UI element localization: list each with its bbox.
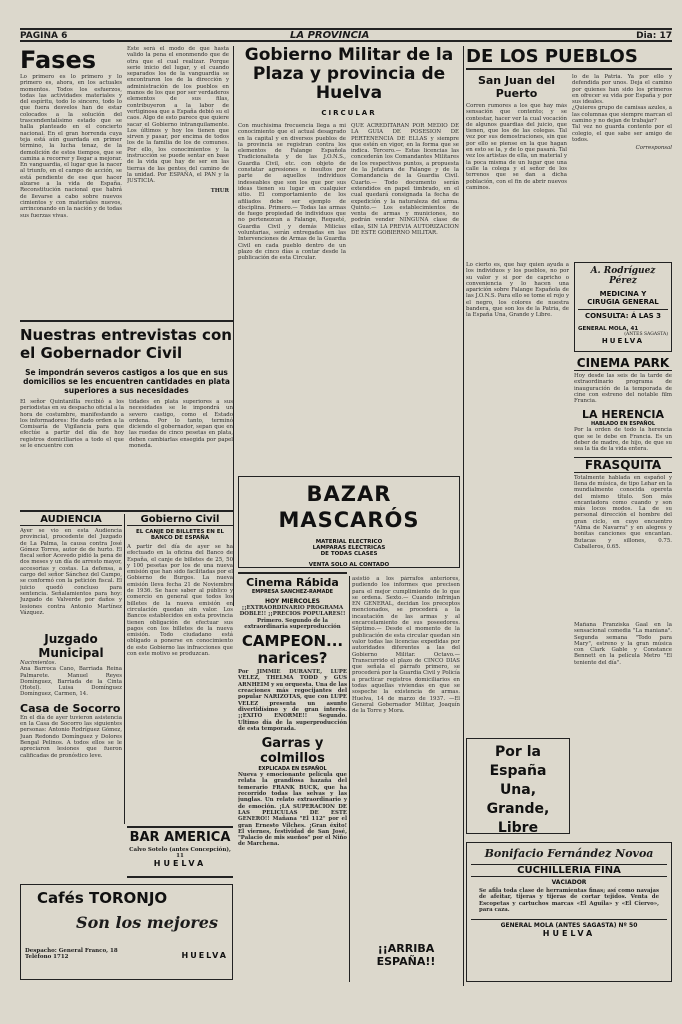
pueblos-body2: Lo cierto es, que hay quien ayuda a los individuos y los pueblos, no por su valor y si por de capricho o conveniencia y lo hacen una aparición sobre Falange Española de las J.O.N.S. Para ello se tome el rojo y el negro, los colores de nuestra bandera, que son los de la Patria, de la España Una, Grande y Libre. <box>466 262 569 319</box>
bazar-line2: LAMPARAS ELECTRICAS <box>312 545 386 551</box>
socorro-title: Casa de Socorro <box>20 701 121 715</box>
arriba-espana: ¡¡ARRIBA ESPAÑA!! <box>376 942 436 968</box>
gobierno-militar-article <box>238 46 460 476</box>
section-rule <box>20 320 233 322</box>
toronjo-slogan: Son los mejores <box>76 913 218 932</box>
campeon-title: CAMPEON... narices? <box>241 632 344 668</box>
pueblos-body-continuation <box>466 262 569 620</box>
fases-continuation <box>127 46 229 316</box>
rodriguez-line2: CIRUGIA GENERAL <box>587 298 659 306</box>
bar-america-title: BAR AMERICA <box>129 830 231 845</box>
gobierno-civil-article <box>127 514 233 824</box>
bazar-title: BAZAR MASCARÓS <box>278 482 420 532</box>
entrevistas-title: Nuestras entrevistas con el Gobernador Civil <box>20 326 232 362</box>
column-divider <box>233 46 234 606</box>
frasquita-body: Totalmente hablada en español y llena de música, de tipo Lehar en la mundialmente conocida opereta del mismo título. Son más encantadora como cuando y son más locos modos. La de su personal dirección el hombre del gran ciclo, en cuyo encuentro "Alma de Navarra" y en alegres y bonitas canciones que encantan. Butacas y sillones, 0.75. Caballeros, 0.65. <box>574 474 672 550</box>
campeon-body: Por JIMMIE DURANTE, LUPE VELEZ, THELMA TODD y GUS ARNHEIM y su orquesta. Una de las creaciones más regocijantes del popular NARIZOTAS, que con LUPE VELEZ presenta un asunto divertidísimo y de gran interés. ¡¡EXITO ENORME!! Segundo. Ultimo día de la superproducción de esta temporada. <box>238 669 347 732</box>
rodriguez-addr2: (ANTES SAGASTA) <box>624 332 668 337</box>
pueblos-article <box>466 46 672 260</box>
cinema-park-title: CINEMA PARK <box>574 356 672 371</box>
bonifacio-addr: GENERAL MOLA (ANTES SAGASTA) Nº 50 <box>471 919 667 929</box>
por-la-espana-banner <box>466 738 570 834</box>
entrevistas-col-a: El señor Quintanilla recibió a los periodistas en su despacho oficial a la hora de costumbre, manifestando a los informadores: He dado orden a la Comisaría de Vigilancia para que efectúe a partir del día de hoy registros domiciliarios a todo el que se le encuentre con <box>20 399 124 450</box>
page-label: PAGINA 6 <box>20 31 68 41</box>
bar-america-city: HUELVA <box>153 859 207 868</box>
rodriguez-city: HUELVA <box>601 337 645 345</box>
gobierno-civil-body: A partir del día de ayer se ha efectuado en la oficina del Banco de España, el canje de billetes de 25, 50 y 100 pesetas por los de una nueva emisión que han sido facilitadas por el Gobierno de Burgos. La nueva emisión lleva fecha 21 de Noviembre de 1936. Se hace saber al público y comercio en general que todos los billetes de la nueva emisión en circulación quedan sin valor. Los Bancos establecidos en esta provincia tienen obligación de efectuar sus pagos con los billetes de la nueva emisión. Todo ciudadano está obligado a ponerse en conocimiento de este Gobierno las infracciones que con este motivo se produzcan. <box>127 544 233 658</box>
cinema-rabida-title: Cinema Rábida <box>246 576 339 589</box>
toronjo-city: HUELVA <box>181 951 228 960</box>
gobierno-militar-col-b: QUE ACREDITARAN POR MEDIO DE LA GUIA DE POSESION DE PERTENENCIA DE ELLAS y siempre que estén en vigor, en la forma que se indica. Tercero.— Estas licencias las concederán los Comandantes Militares de los respectivos puntos, a propuesta de la Jefatura de Falange y de la Comandancia de la Guardia Civil. Cuarto.— Todo documento serán extendidos en papel timbrado, en el cual quedará consignada la fecha de expedición y la naturaleza del arma. Quinto.— Los establecimientos de venta de armas y municiones, no podrán vender NINGUNA clase de ellas, SIN LA PREVIA AUTORIZACION DE ESTE GOBIERNO MILITAR. <box>351 123 459 237</box>
gobierno-militar-col-a: Con muchísima frecuencia llega a mi conocimiento que el actual desagrado en la capital y en diversos pueblos de la provincia se registran contra los elementos de Falange Española Tradicionalista y de las J.O.N.S., Guardia Civil, etc. con objeto de constatar agresiones e insultos por parte de aquellos individuos indeseables que son los que por sus ideas tienen su lugar en cualquier sitio. El comportamiento de los afiliados debe ser ejemplo de disciplina. Primero.— Todas las armas de fuego propiedad de individuos que no pertenezcan a Falange, Requeté, Guardia Civil y demás Milicias voluntarias, serán entregadas en las Intervenciones de Armas de la Guardia Civil en cada pueblo dentro de un plazo de cinco días a contar desde la publicación de esta Circular. <box>238 123 346 262</box>
fases-article <box>20 46 122 316</box>
section-rule-3 <box>238 572 347 574</box>
herencia-body: Por la orden de todo la herencia que se le debe en Francia. Es un deber de madre, de hijo, de que su sea la tía de la vida entera. <box>574 427 672 453</box>
circular-label: CIRCULAR <box>321 109 377 117</box>
column-divider-3 <box>349 576 350 982</box>
bonifacio-ad <box>466 842 672 982</box>
pueblos-right-body: lo de la Patria. Ya por ello y defendida por unos. Deja el camino por quienes han sido los primeros en ofrecer su vida por España y por sus ideales. <box>572 74 672 106</box>
frasquita-body2: Mañana Franziska Gaal en la sensacional comedia "La maniana". Segunda semana "Todo para Mary", estreno y la gran música con Clark Gable y Constance Bennett en la película Metro "El teniente del día". <box>574 622 672 666</box>
juzgado-title: Juzgado Municipal <box>38 632 104 660</box>
cinema-park-article <box>574 356 672 620</box>
column-divider-2 <box>463 46 464 986</box>
pueblos-right-body2: ¿Quieres grupo de camisas azules, a las columnas que siempre marcan el camino y no dejan de trabajar? <box>572 105 672 125</box>
bazar-line3: DE TODAS CLASES <box>320 551 378 557</box>
garras-sub: EXPLICADA EN ESPAÑOL <box>258 766 327 773</box>
rodriguez-line3: CONSULTA: Á LAS 3 <box>578 309 668 320</box>
pueblos-right-body3: Tal vez no guarda contento por el colegio, el que sabe ser amigo de todos. <box>572 124 672 143</box>
gobierno-civil-sub: EL CANJE DE BILLETES EN EL BANCO DE ESPAÑA <box>136 529 224 541</box>
audiencia-column <box>20 514 122 880</box>
bonifacio-line2: VACIADOR <box>551 879 587 886</box>
bonifacio-body: Se afila toda clase de herramientas finas; así como navajas de afeitar, tijeras y tijeras de cortar tejidos. Venta de Escopetas y cartuchos marcas «El Aguila» y «El Ciervo», para caza. <box>479 888 659 913</box>
section-rule-2 <box>20 510 233 512</box>
garras-body: Nueva y emocionante película que relata la grandiosa hazaña del temerario FRANK BUCK, que ha recorrido todas las selvas y las junglas. Un relato extraordinario y de emoción. ¡LA SUPERACION DE LAS PELICULAS DE ESTE GENERO!! Mañana "El 112" por el gran Ernesto Vilches. ¡Gran éxito! El viernes, festividad de San José, "Palacio de mis sueños" por el Niño de Marchena. <box>238 772 347 848</box>
bonifacio-name: Bonifacio Fernández Novoa <box>484 847 654 860</box>
audiencia-title: AUDIENCIA <box>20 514 122 526</box>
frasquita-continuation <box>574 622 672 837</box>
circular-continuation-body: asistió a los párrafos anteriores, pudiendo los informes que precisen para el mejor cumplimiento de lo que se ordena. Sexto.— Cuando infrinjan EN GENERAL, decidan los preceptos mencionados, se procederá a la incautación de las armas y al encarcelamiento de sus poseedores. Séptimo.— Desde el momento de la publicación de esta circular quedan sin valor todas las licencias expedidas por autoridades diferentes a las del Gobierno Militar. Octavo.— Transcurrido el plazo de CINCO DIAS que señala el párrafo primero, se procederá por la Guardia Civil y Policía a practicar registros domiciliarios en todas aquellas viviendas en que se sospeche la existencia de armas. Huelva, 14 de marzo de 1937. —El General Gobernador Militar, Joaquín de la Torre y Mora. <box>352 576 460 715</box>
cinema-rabida-column <box>238 576 347 986</box>
bar-america-line1: Calvo Sotelo (antes Concepción), 11 <box>129 847 231 859</box>
por-la-espana-line2: Una, Grande, <box>486 782 550 817</box>
cinema-rabida-body: ¡¡EXTRAORDINARIO PROGRAMA DOBLE!! ¡¡PRECIOS POPULARES!! Primero. Segundo de la extraordinaria superproducción <box>239 605 346 630</box>
herencia-title: LA HERENCIA <box>582 408 664 422</box>
pueblos-subtitle: San Juan del Puerto <box>477 74 556 100</box>
fases-title: Fases <box>20 46 97 74</box>
fases-signature: THUR <box>210 187 229 194</box>
paper-name: LA PROVINCIA <box>290 30 370 41</box>
cinema-rabida-sub: EMPRESA SANCHEZ-RAMADE <box>251 589 334 595</box>
bazar-mascaros-ad <box>238 476 460 568</box>
bonifacio-line1: CUCHILLERIA FINA <box>471 864 667 877</box>
column-divider-4 <box>124 514 125 824</box>
entrevistas-col-b: tidades en plata superiores a sus necesidades se le impondrá un severo castigo, como el Estado ordena. Por lo tanto, terminó diciendo el gobernador, sepan que en las ruedas de cinco pesetas en plata, deben cambiarlas ensegida por papel moneda. <box>129 399 233 450</box>
garras-title: Garras y colmillos <box>260 736 325 767</box>
pueblos-body: Corren rumores a los que hay más sensación que contento; y se contestar, hacer ver la cual vocación de algunos guardias del juicio, que tienen, que los de las colegas. Tal vez por sus demostraciones, sin que por ello se piense en la que hagan en esto se la, y de lo que pasará. Tal vez los artistas de ella, un material y la poca misma de un lugar que una calle la colega y el señor de los terrenos que se dan a dicha población, con el fin de abrir nuevos caminos. <box>466 103 567 191</box>
rodriguez-line1: MEDICINA Y <box>599 290 647 298</box>
toronjo-ad <box>20 884 233 980</box>
circular-continuation <box>352 576 460 986</box>
gobierno-civil-title: Gobierno Civil <box>127 514 233 526</box>
bazar-line1: MATERIAL ELECTRICO <box>315 539 383 545</box>
entrevistas-article <box>20 326 233 508</box>
pueblos-title: DE LOS PUEBLOS <box>466 46 672 70</box>
por-la-espana-line1: Por la España <box>489 744 547 779</box>
rodriguez-ad <box>574 262 672 352</box>
socorro-body: En el día de ayer tuvieron asistencia en la Casa de Socorro las siguientes personas: Antonio Rodríguez Gómez, Juan Redondo Domínguez y Dolores Bengal Pelinos. A todos ellos se le apreciaron lesiones que fueron calificadas de pronóstico leve. <box>20 714 122 759</box>
cinema-rabida-hoy: HOY MIERCOLES <box>264 598 320 605</box>
pueblos-corresponsal: Corresponsal <box>635 145 672 152</box>
juzgado-sub: Nacimientos. <box>20 660 57 666</box>
fases-col2-body: Este será el modo de que hasta valido la pena el enonmendo que de otra que el cual realizar. Porque serie inicio del lugar, y el cuando separados los de la vanguardia se encontraron los de la dirección y administración de los pueblos en manos de los que por ser verdaderos elementos de sus filas, contribuyeron a la labor de vertiginosa que a España debió su el caos. Algo de esto parece que quiere sacar el Gobierno intranquilamente. Los últimos y hoy los tienen que sirven y pasar, por encima de todos los de la familia de los de comunes. Por ello, los conocimientos y la instrucción se puede sentar en base de la vida que hay de ser en las tierras de las gentes del camino de la unidad. Por ESPAÑA, el PAN y la JUSTICIA. <box>127 46 229 185</box>
herencia-sub: HABLADO EN ESPAÑOL <box>590 421 656 428</box>
cinema-park-body: Hoy desde las seis de la tarde de extraordinario programa de inauguración de la temporada de cine con estreno del notable film Francia. <box>574 373 672 405</box>
rodriguez-addr: GENERAL MOLA, 41 <box>578 326 639 332</box>
bar-america-ad <box>127 826 233 878</box>
rodriguez-name: A. Rodríguez Pérez <box>590 266 656 286</box>
juzgado-body: Ana Barroca Cano, Barriada Reina Palmarete. Manuel Reyes Domínguez, Barriada de la Cinta (Hotel). Luisa Domínguez Domínguez, Carmen, 14. <box>20 666 122 698</box>
toronjo-title: Cafés TORONJO <box>37 889 168 907</box>
date-label: Dia: 17 <box>636 31 672 41</box>
entrevistas-subtitle: Se impondrán severos castigos a los que en sus domicilios se les encuentren cantidades en plata superiores a sus necesidades <box>23 368 230 395</box>
audiencia-body: Ayer se vio en esta Audiencia provincial, procedente del Juzgado de La Palma, la causa contra José Gómez Torres, autor de de hurto. El fiscal señor Acevedo pidió la pena de dos meses y un día de arresto mayor, accesorias y costas. La defensa, a cargo del señor Sánchez del Campo, se conformó con la petición fiscal. El juicio quedó concluso para sentencia. Señalamientos para hoy: Juzgado de Valverde por daños y lesiones contra Antonio Martínez Vázquez. <box>20 528 122 616</box>
masthead <box>20 28 672 42</box>
toronjo-addr: Despacho: General Franco, 18 Teléfono 1712 <box>25 948 118 960</box>
gobierno-militar-title: Gobierno Militar de la Plaza y provincia de Huelva <box>244 46 454 103</box>
frasquita-title: FRASQUITA <box>574 457 672 473</box>
bazar-line4: VENTA SOLO AL CONTADO <box>308 562 390 568</box>
fases-body: Lo primero es lo primero y lo primero es, ahora, en los actuales momentos. Todos los esfuerzos, todas las actividades materiales y del espíritu, todo lo sincero, todo lo que fuera desvelos han de estar colocados a la solución del trascendentalísimo estado que se halla planteado en el concierto nacional. En el gran horrenda cuya teja está aún guardada en primer término, la lucha tenaz, de la demolición de estos tiempos, que se camina a recorrer y llegar a mejorar. En vanguardia, el lugar que la nacer al triunfo, en el campo de acción, se está pendiente de ese que hacer alzarse a la vida de España. Reconstitución nacional que habrá de llevarse a cabo sobre nuevos cimientos y con materiales nuevos, arrinconando en la nación y de todas sus fuerzas vivas. <box>20 74 122 219</box>
bonifacio-city: HUELVA <box>542 929 596 939</box>
por-la-espana-line3: Libre <box>497 820 539 834</box>
